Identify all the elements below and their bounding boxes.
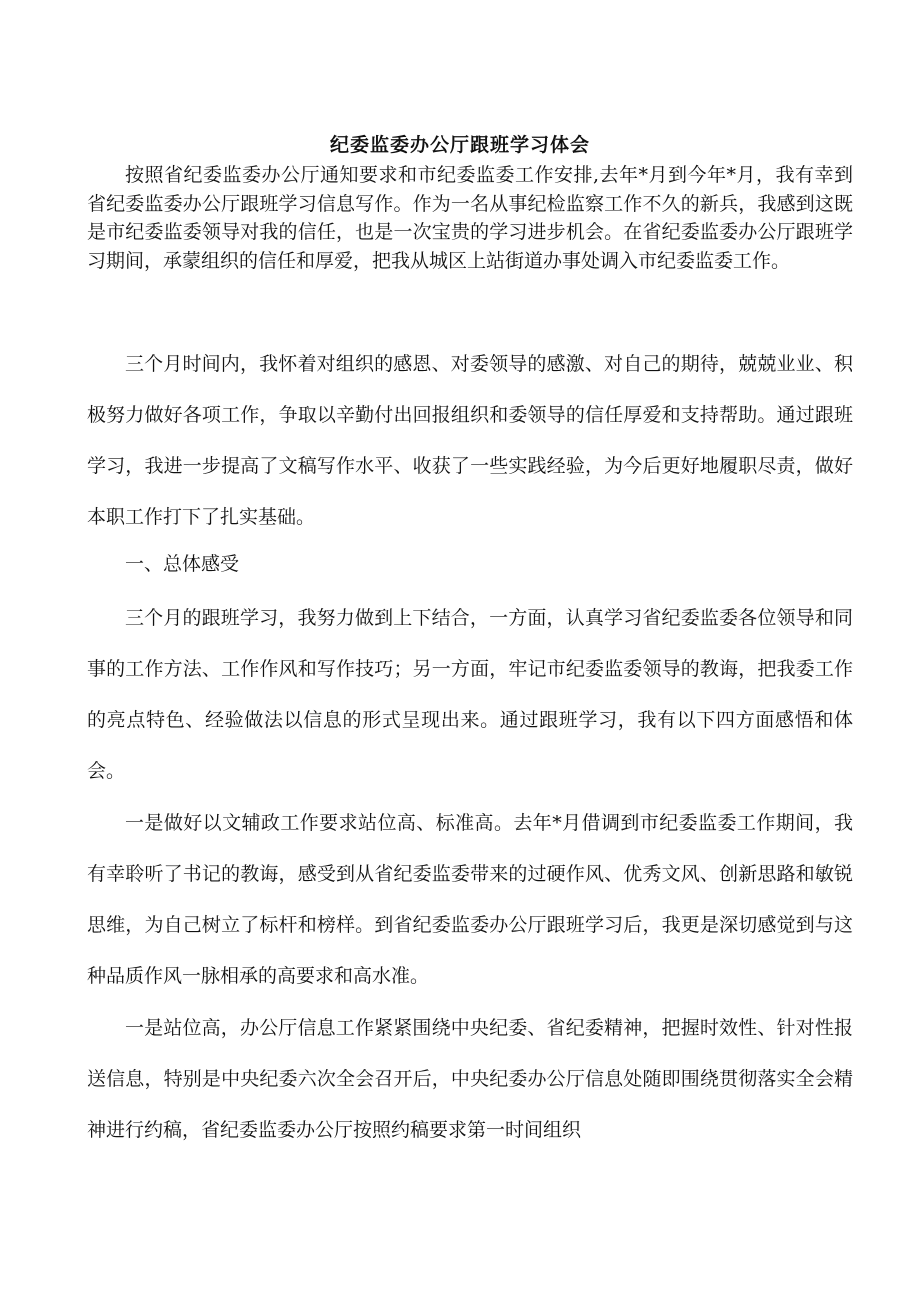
paragraph-3: 三个月的跟班学习，我努力做到上下结合，一方面，认真学习省纪委监委各位领导和同事的工作方法、工作作风和写作技巧；另一方面，牢记市纪委监委领导的教诲，把我委工作的亮点特色、经验做法以信息的形式呈现出来。通过跟班学习，我有以下四方面感悟和体会。 <box>87 607 853 782</box>
paragraph-2: 三个月时间内，我怀着对组织的感恩、对委领导的感激、对自己的期待，兢兢业业、积极努力做好各项工作，争取以辛勤付出回报组织和委领导的信任厚爱和支持帮助。通过跟班学习，我进一步提高了文稿写作水平、收获了一些实践经验，为今后更好地履职尽责，做好本职工作打下了扎实基础。 <box>87 353 853 528</box>
paragraph-1: 按照省纪委监委办公厅通知要求和市纪委监委工作安排,去年*月到今年*月，我有幸到省纪委监委办公厅跟班学习信息写作。作为一名从事纪检监察工作不久的新兵，我感到这既是市纪委监委领导对我的信任，也是一次宝贵的学习进步机会。在省纪委监委办公厅跟班学习期间，承蒙组织的信任和厚爱，把我从城区上站街道办事处调入市纪委监委工作。 <box>87 164 853 272</box>
paragraph-4: 一是做好以文辅政工作要求站位高、标准高。去年*月借调到市纪委监委工作期间，我有幸聆听了书记的教诲，感受到从省纪委监委带来的过硬作风、优秀文风、创新思路和敏锐思维，为自己树立了标杆和榜样。到省纪委监委办公厅跟班学习后，我更是深切感觉到与这种品质作风一脉相承的高要求和高水准。 <box>87 812 853 987</box>
section-heading-overall-feelings: 一、总体感受 <box>125 553 240 575</box>
document-title: 纪委监委办公厅跟班学习体会 <box>329 134 590 156</box>
paragraph-5: 一是站位高，办公厅信息工作紧紧围绕中央纪委、省纪委精神，把握时效性、针对性报送信息，特别是中央纪委六次全会召开后，中央纪委办公厅信息处随即围绕贯彻落实全会精神进行约稿，省纪委监委办公厅按照约稿要求第一时间组织 <box>87 1017 853 1141</box>
